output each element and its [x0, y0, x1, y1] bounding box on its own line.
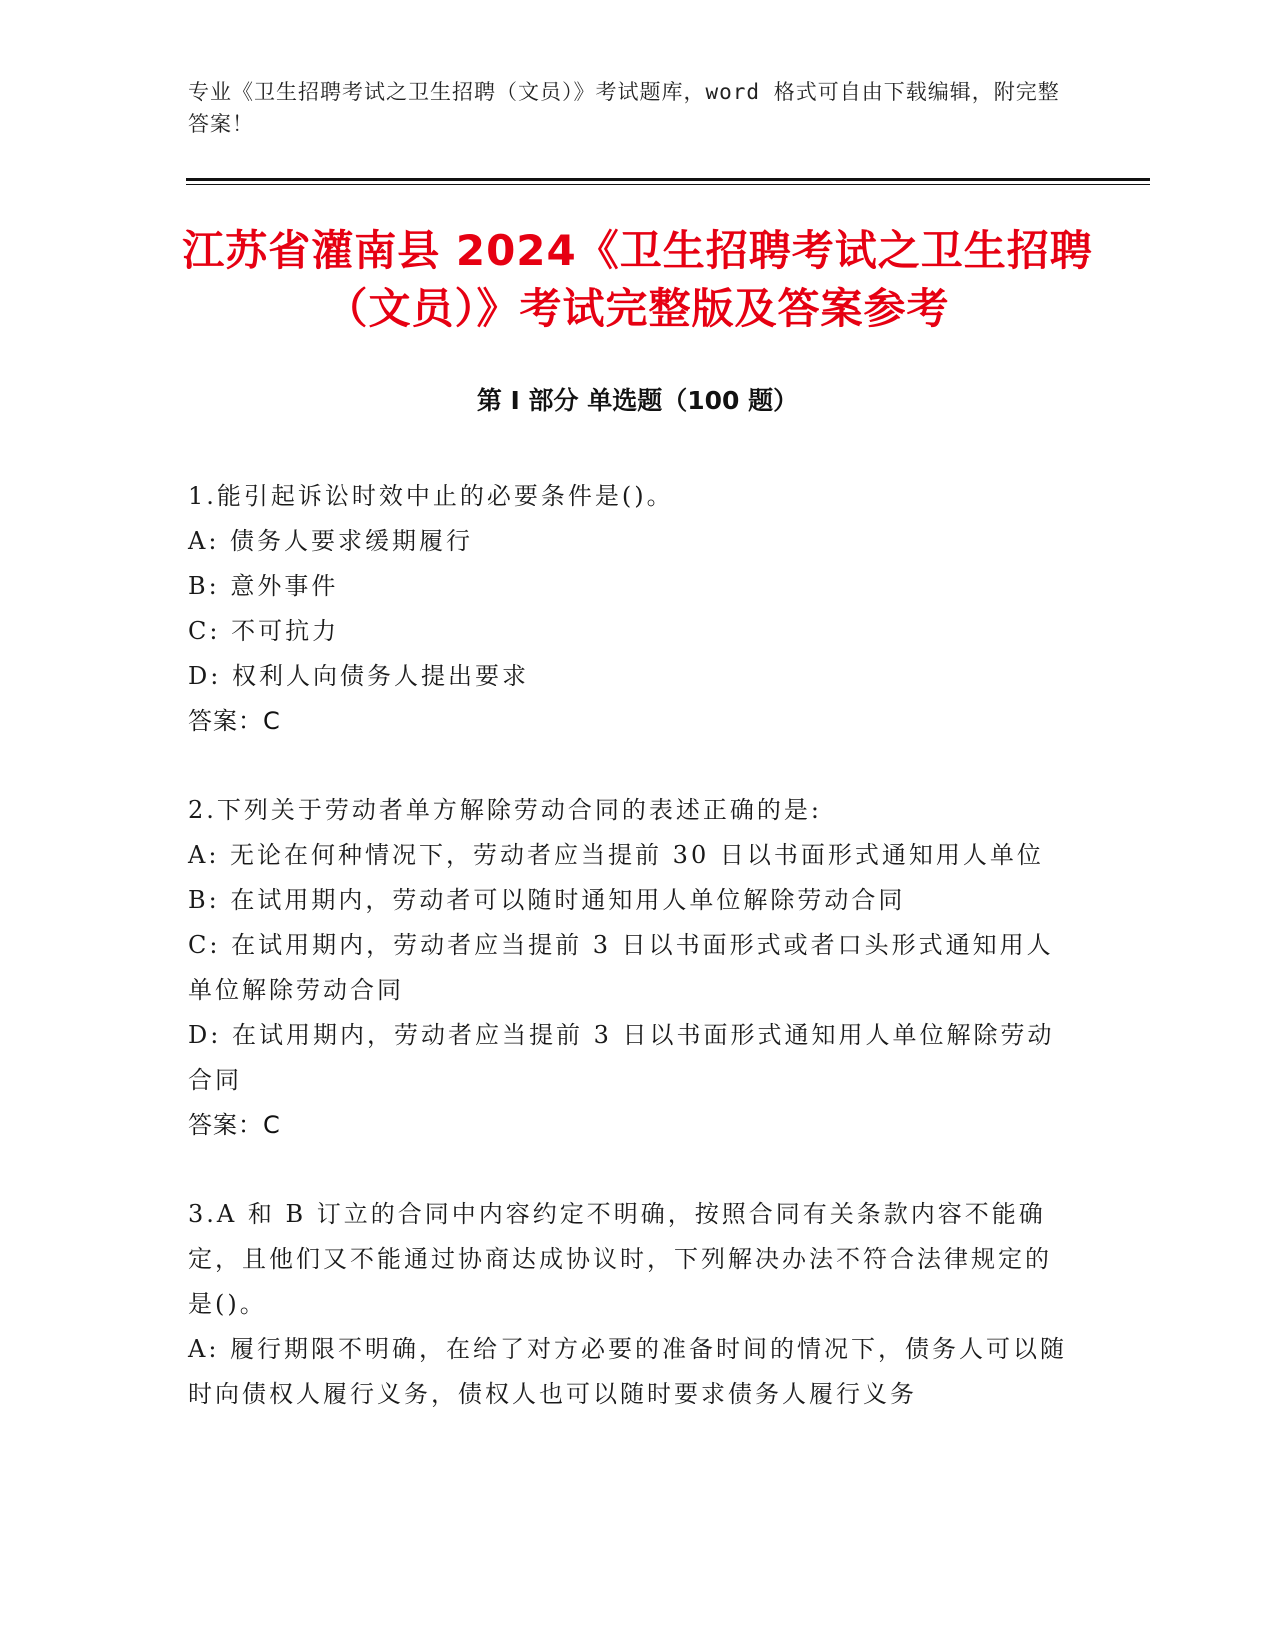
- question-3: [188, 1192, 1078, 1417]
- question-stem: 2.下列关于劳动者单方解除劳动合同的表述正确的是:: [188, 796, 822, 824]
- option-b: B: 在试用期内，劳动者可以随时通知用人单位解除劳动合同: [188, 886, 906, 914]
- question-stem: 3.A 和 B 订立的合同中内容约定不明确，按照合同有关条款内容不能确定，且他们又不能通过协商达成协议时，下列解决办法不符合法律规定的是()。: [188, 1200, 1052, 1318]
- section-heading: 第 I 部分 单选题（100 题）: [476, 386, 799, 415]
- option-d: D: 在试用期内，劳动者应当提前 3 日以书面形式通知用人单位解除劳动合同: [188, 1021, 1055, 1094]
- option-a: A: 无论在何种情况下，劳动者应当提前 30 日以书面形式通知用人单位: [188, 841, 1044, 869]
- option-d: D: 权利人向债务人提出要求: [188, 662, 529, 690]
- option-c: C: 在试用期内，劳动者应当提前 3 日以书面形式或者口头形式通知用人单位解除劳动合同: [188, 931, 1054, 1004]
- document-title: 江苏省灌南县 2024《卫生招聘考试之卫生招聘（文员）》考试完整版及答案参考: [182, 226, 1093, 333]
- header-note: 专业《卫生招聘考试之卫生招聘（文员）》考试题库，word 格式可自由下载编辑，附完整答案！: [188, 80, 1060, 136]
- option-c: C: 不可抗力: [188, 617, 340, 645]
- question-stem: 1.能引起诉讼时效中止的必要条件是()。: [188, 482, 674, 510]
- option-b: B: 意外事件: [188, 572, 339, 600]
- header-rule: [186, 178, 1150, 181]
- question-1: [188, 474, 1078, 744]
- question-2: [188, 788, 1078, 1148]
- answer: 答案：C: [188, 707, 281, 735]
- option-a: A: 履行期限不明确，在给了对方必要的准备时间的情况下，债务人可以随时向债权人履行义务，债权人也可以随时要求债务人履行义务: [188, 1335, 1068, 1408]
- answer: 答案：C: [188, 1111, 281, 1139]
- header-rule-thin: [186, 184, 1150, 185]
- option-a: A: 债务人要求缓期履行: [188, 527, 474, 555]
- question-list: [188, 474, 1078, 1461]
